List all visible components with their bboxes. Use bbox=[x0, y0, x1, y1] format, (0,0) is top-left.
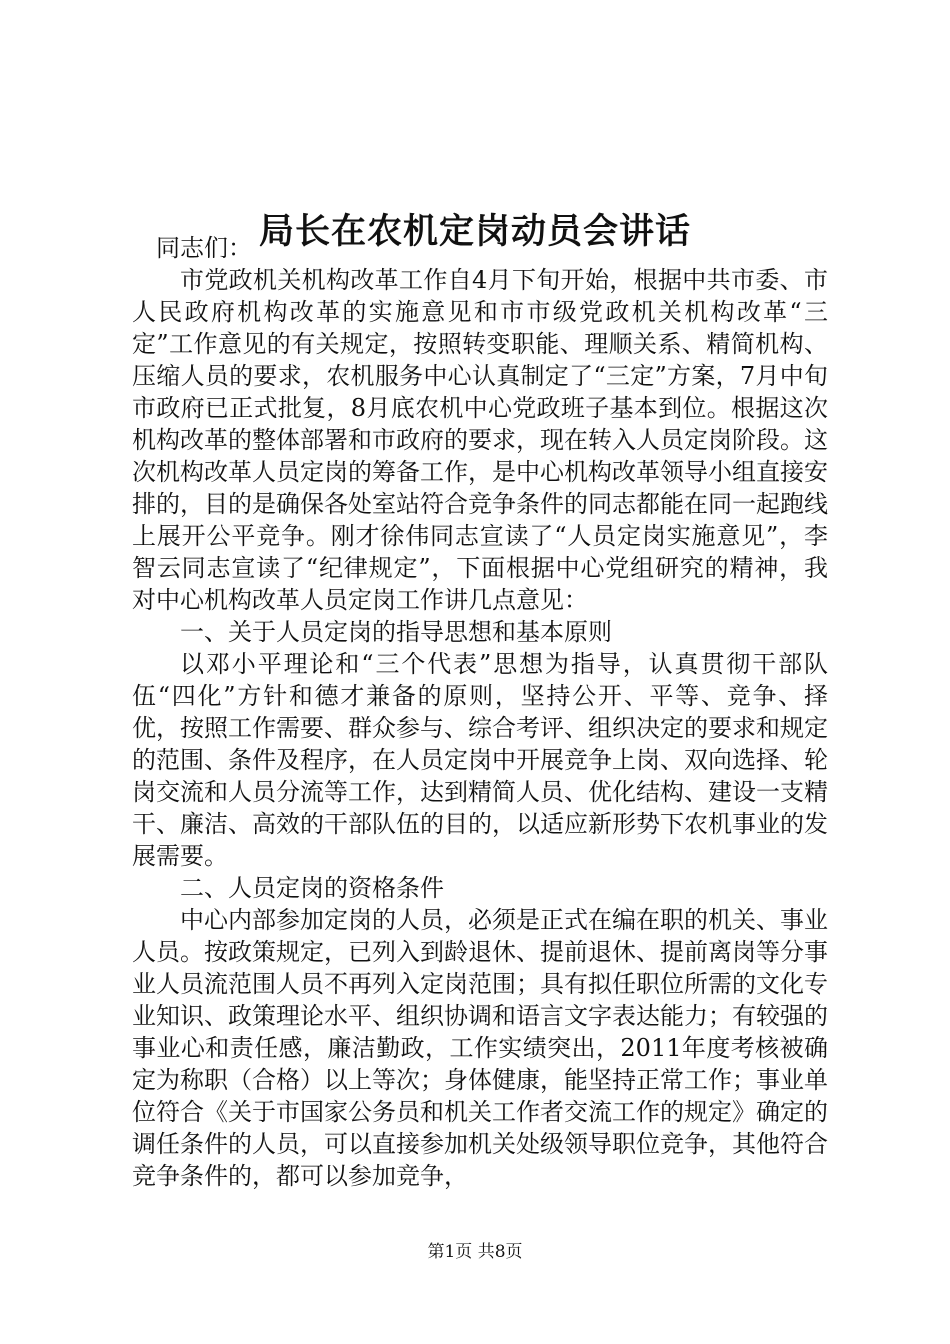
body-paragraph: 中心内部参加定岗的人员，必须是正式在编在职的机关、事业人员。按政策规定，已列入到龄退休、提前退休、提前离岗等分事业人员流范围人员不再列入定岗范围；具有拟任职位所需的文化专业知识、政策理论水平、组织协调和语言文字表达能力；有较强的事业心和责任感，廉洁勤政，工作实绩突出，2011年度考核被确定为称职（合格）以上等次；身体健康，能坚持正常工作；事业单位符合《关于市国家公务员和机关工作者交流工作的规定》确定的调任条件的人员，可以直接参加机关处级领导职位竞争，其他符合竞争条件的，都可以参加竞争， bbox=[132, 906, 828, 1190]
salutation: 同志们： bbox=[156, 234, 252, 262]
section-heading: 一、关于人员定岗的指导思想和基本原则 bbox=[180, 618, 612, 646]
document-body bbox=[132, 232, 828, 1192]
document-title: 局长在农机定岗动员会讲话 bbox=[258, 211, 691, 253]
body-paragraph: 市党政机关机构改革工作自4月下旬开始，根据中共市委、市人民政府机构改革的实施意见和市市级党政机关机构改革“三定”工作意见的有关规定，按照转变职能、理顺关系、精简机构、压缩人员的要求，农机服务中心认真制定了“三定”方案，7月中旬市政府已正式批复，8月底农机中心党政班子基本到位。根据这次机构改革的整体部署和市政府的要求，现在转入人员定岗阶段。这次机构改革人员定岗的筹备工作，是中心机构改革领导小组直接安排的，目的是确保各处室站符合竞争条件的同志都能在同一起跑线上展开公平竞争。刚才徐伟同志宣读了“人员定岗实施意见”，李智云同志宣读了“纪律规定”，下面根据中心党组研究的精神，我对中心机构改革人员定岗工作讲几点意见： bbox=[132, 266, 828, 614]
page-number-footer: 第1页 共8页 bbox=[427, 1242, 523, 1262]
body-paragraph: 以邓小平理论和“三个代表”思想为指导，认真贯彻干部队伍“四化”方针和德才兼备的原则，坚持公开、平等、竞争、择优，按照工作需要、群众参与、综合考评、组织决定的要求和规定的范围、条件及程序，在人员定岗中开展竞争上岗、双向选择、轮岗交流和人员分流等工作，达到精简人员、优化结构、建设一支精干、廉洁、高效的干部队伍的目的，以适应新形势下农机事业的发展需要。 bbox=[132, 650, 828, 870]
section-heading: 二、人员定岗的资格条件 bbox=[180, 874, 444, 902]
